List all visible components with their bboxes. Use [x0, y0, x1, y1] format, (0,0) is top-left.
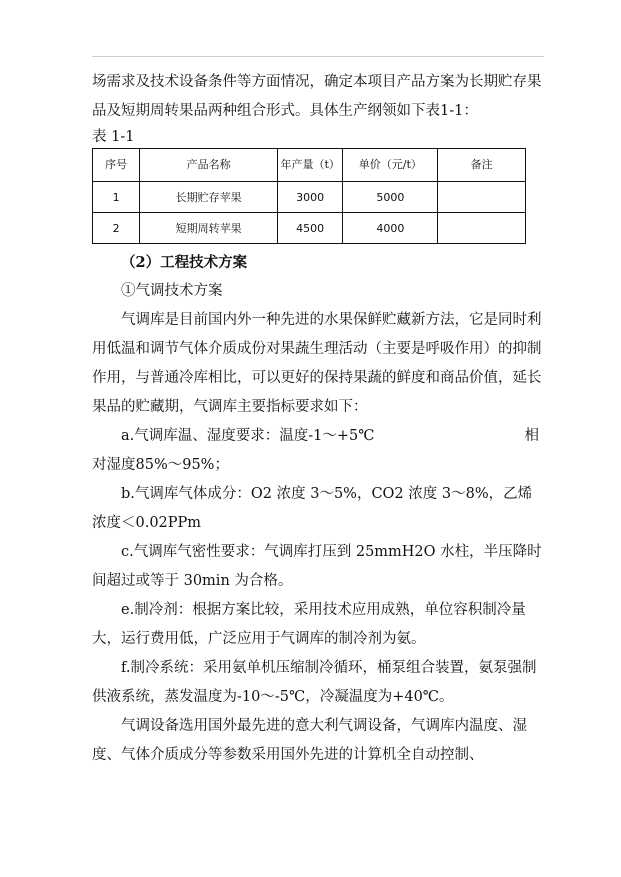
- table-row: [93, 213, 526, 244]
- item-c: c.气调库气密性要求：气调库打压到 25mmH2O 水柱，半压降时间超过或等于 30min 为合格。: [92, 544, 542, 589]
- section-title: （2）工程技术方案: [121, 254, 248, 271]
- cell-seq: 1: [93, 182, 140, 213]
- paragraph-intro: 场需求及技术设备条件等方面情况，确定本项目产品方案为长期贮存果品及短期周转果品两种组合形式。具体生产纲领如下表1-1：: [92, 74, 542, 119]
- item-a-humidity: 相对湿度85%～95%；: [92, 428, 539, 473]
- paragraph-ca-intro: 气调库是目前国内外一种先进的水果保鲜贮藏新方法，它是同时利用低温和调节气体介质成份对果蔬生理活动（主要是呼吸作用）的抑制作用，与普通冷库相比，可以更好的保持果蔬的鲜度和商品价值，延长果品的贮藏期，气调库主要指标要求如下：: [92, 312, 542, 415]
- header-remark: 备注: [438, 149, 526, 182]
- header-product: 产品名称: [140, 149, 278, 182]
- item-e: e.制冷剂：根据方案比较，采用技术应用成熟，单位容积制冷量大，运行费用低，广泛应用于气调库的制冷剂为氨。: [92, 602, 526, 647]
- table-caption: 表 1-1: [92, 129, 135, 145]
- production-table: [92, 148, 526, 244]
- cell-product: 长期贮存苹果: [140, 182, 278, 213]
- cell-output: 3000: [278, 182, 343, 213]
- header-seq: 序号: [93, 149, 140, 182]
- cell-price: 4000: [343, 213, 438, 244]
- item-b: b.气调库气体成分：O2 浓度 3～5%，CO2 浓度 3～8%，乙烯浓度＜0.02PPm: [92, 486, 533, 531]
- header-price: 单价（元/t）: [343, 149, 438, 182]
- cell-output: 4500: [278, 213, 343, 244]
- item-f: f.制冷系统：采用氨单机压缩制冷循环，桶泵组合装置，氨泵强制供液系统，蒸发温度为-10～-5℃，冷凝温度为+40℃。: [92, 660, 537, 705]
- table-header-row: [93, 149, 526, 182]
- item-a: [92, 422, 544, 480]
- document-page: [92, 68, 544, 770]
- item-a-temperature: a.气调库温、湿度要求：温度-1～+5℃: [121, 428, 375, 444]
- cell-remark: [438, 182, 526, 213]
- cell-product: 短期周转苹果: [140, 213, 278, 244]
- header-output: 年产量（t）: [278, 149, 343, 182]
- section-subtitle: ①气调技术方案: [121, 283, 223, 299]
- header-rule: [92, 56, 544, 57]
- cell-seq: 2: [93, 213, 140, 244]
- paragraph-closing: 气调设备选用国外最先进的意大利气调设备，气调库内温度、湿度、气体介质成分等参数采用国外先进的计算机全自动控制、: [92, 718, 527, 763]
- table-row: [93, 182, 526, 213]
- cell-remark: [438, 213, 526, 244]
- cell-price: 5000: [343, 182, 438, 213]
